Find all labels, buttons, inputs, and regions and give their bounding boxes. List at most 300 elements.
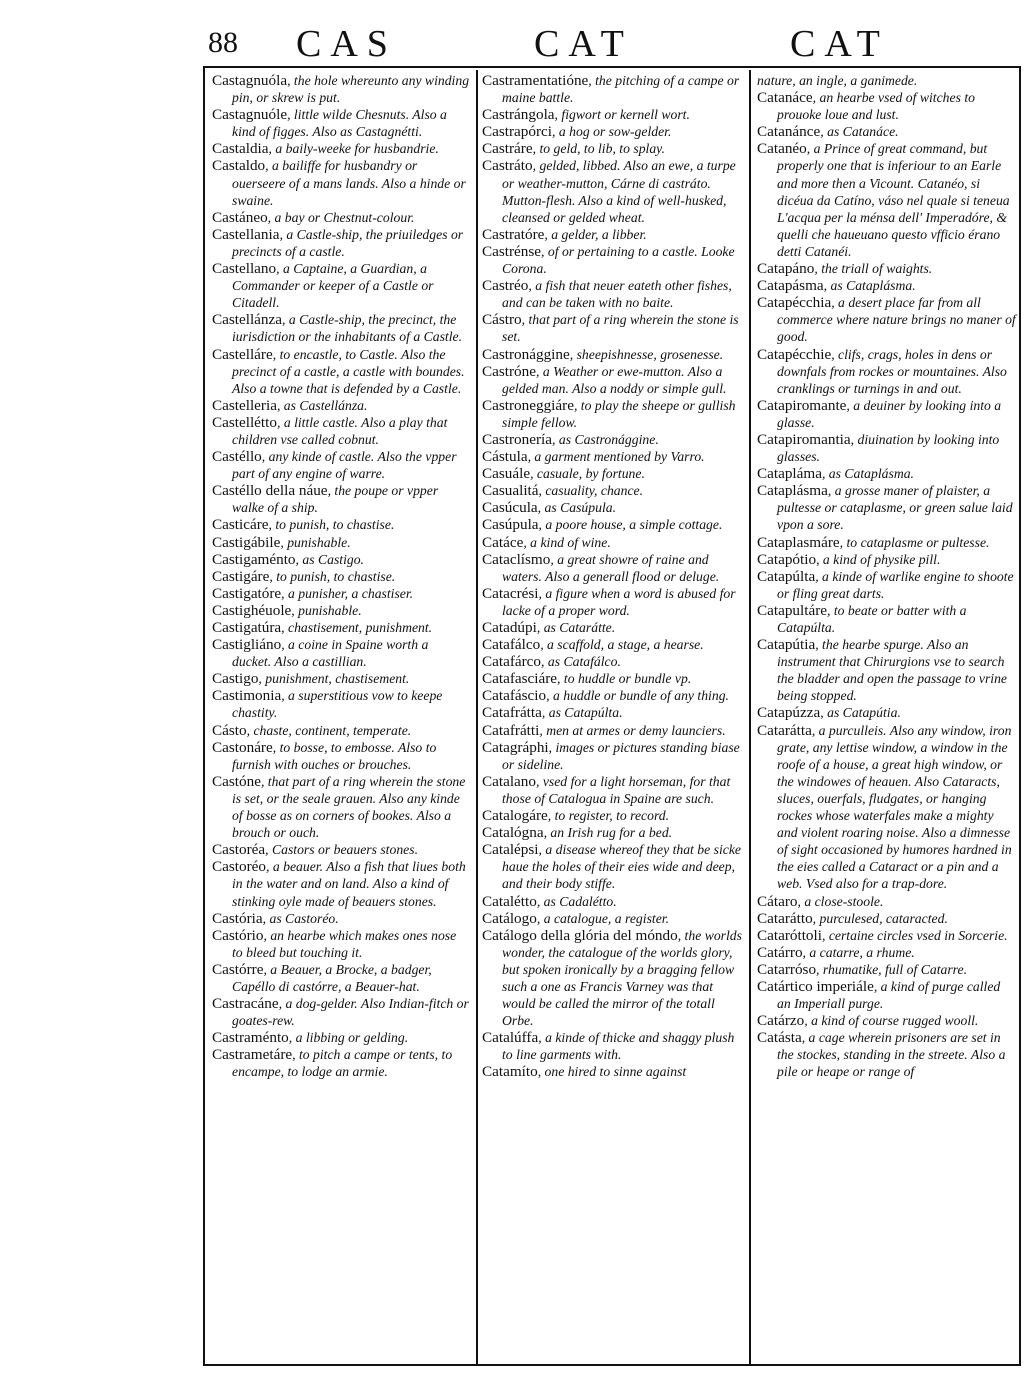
entry-headword: Catálogo della glória del móndo	[482, 926, 678, 944]
entry-definition: , a garment mentioned by Varro.	[527, 449, 705, 465]
entry-definition: , the worlds wonder, the catalogue of the worlds glory, but spoken ironically by a bragging fellow such a one as Francis Varney was that would be called the mirror of the totall Orbe.	[502, 927, 742, 1029]
entry-headword: Catapásma	[757, 277, 824, 295]
entry-headword: Castronággine	[482, 345, 570, 363]
entry-definition: , a baily-weeke for husbandrie.	[268, 141, 439, 157]
dictionary-entry	[212, 961, 470, 995]
entry-definition: , a Prince of great command, but properly one that is inferiour to an Earle and more then a Vicount. Catanéo, si dicéua da Catíno, váso nel quale si teneua L'acqua per la ménsa dell' Imperadóre, & quelli che haueuano questo vfficio érano detti Catanéi.	[777, 141, 1010, 259]
entry-headword: Castaldia	[212, 140, 269, 158]
entry-definition: , one hired to sinne against	[537, 1064, 687, 1080]
entry-definition: , any kinde of castle. Also the vpper part of any engine of warre.	[232, 449, 457, 482]
entry-headword: Cataráttо	[757, 909, 813, 927]
entry-definition: , a little castle. Also a play that children vse called cobnut.	[232, 414, 448, 447]
dictionary-entry	[482, 619, 744, 636]
entry-headword: Catapiromante	[757, 396, 847, 414]
entry-headword: Castellania	[212, 225, 280, 243]
dictionary-entry	[212, 414, 470, 448]
entry-headword: Catanéo	[757, 140, 807, 158]
entry-definition: , as Castigo.	[295, 551, 364, 567]
dictionary-entry	[212, 157, 470, 208]
entry-definition: , little wilde Chesnuts. Also a kind of figges. Also as Castagnétti.	[232, 107, 447, 140]
entry-headword: Castráre	[482, 140, 533, 158]
entry-definition: , to bosse, to embosse. Also to furnish with ouches or brouches.	[232, 739, 437, 772]
dictionary-entry	[212, 670, 470, 687]
entry-headword: Castraménto	[212, 1029, 289, 1047]
dictionary-entry	[482, 346, 744, 363]
dictionary-entry	[757, 431, 1017, 465]
dictionary-entry	[757, 978, 1017, 1012]
entry-definition: nature, an ingle, a ganimede.	[757, 73, 918, 88]
entry-definition: , a beauer. Also a fish that liues both in the water and on land. Also a kind of stinking oyle made of beauers stones.	[232, 859, 466, 909]
entry-headword: Casúcula	[482, 499, 538, 517]
dictionary-entry	[757, 72, 1017, 89]
entry-headword: Catálogo	[482, 909, 537, 927]
dictionary-entry	[212, 1029, 470, 1046]
dictionary-entry	[212, 568, 470, 585]
dictionary-entry	[757, 123, 1017, 140]
dictionary-entry	[482, 226, 744, 243]
dictionary-entry	[482, 123, 744, 140]
entry-headword: Catafrátti	[482, 721, 540, 739]
dictionary-entry	[212, 482, 470, 516]
entry-headword: Castréo	[482, 277, 529, 295]
entry-headword: Catanánce	[757, 123, 821, 141]
entry-headword: Castória	[212, 909, 263, 927]
entry-headword: Castigábile	[212, 533, 281, 551]
entry-headword: Catalogáre	[482, 807, 548, 825]
dictionary-entry	[757, 944, 1017, 961]
entry-headword: Cataplásma	[757, 482, 828, 500]
entry-definition: , a kind of wine.	[523, 534, 611, 550]
entry-definition: , rhumatike, full of Catarre.	[816, 961, 967, 977]
entry-headword: Catanáce	[757, 89, 813, 107]
dictionary-entry	[482, 277, 744, 311]
entry-headword: Castramentatióne	[482, 72, 589, 89]
right-rule	[1019, 66, 1021, 1366]
entry-headword: Castoréa	[212, 841, 266, 859]
dictionary-entry	[757, 636, 1017, 704]
entry-definition: , a great showre of raine and waters. Also a generall flood or deluge.	[502, 551, 720, 584]
entry-headword: Cátaro	[757, 892, 798, 910]
dictionary-entry	[757, 140, 1017, 260]
entry-definition: , casuale, by fortune.	[530, 466, 645, 482]
dictionary-entry	[757, 602, 1017, 636]
entry-definition: , a scaffold, a stage, a hearse.	[540, 637, 704, 653]
entry-definition: , a cage wherein prisoners are set in the stockes, standing in the streete. Also a pile or heape or range of	[777, 1030, 1006, 1080]
entry-headword: Catagráphi	[482, 738, 549, 756]
entry-headword: Castronería	[482, 430, 553, 448]
entry-definition: , as Cataráttе.	[536, 620, 616, 635]
entry-headword: Catáce	[482, 533, 524, 551]
entry-definition: , as Castronággine.	[552, 431, 659, 447]
dictionary-entry	[212, 619, 470, 636]
entry-headword: Casúpula	[482, 516, 539, 534]
entry-definition: , as Cataplásma.	[823, 278, 916, 294]
entry-definition: , to beate or batter with a Catapúlta.	[777, 602, 967, 635]
entry-definition: , as Catapúlta.	[541, 705, 623, 721]
entry-headword: Cataráttа	[757, 721, 812, 739]
entry-definition: , a Castle-ship, the priuiledges or precincts of a castle.	[232, 226, 464, 259]
entry-definition: , a huddle or bundle of any thing.	[546, 688, 729, 704]
entry-definition: , a bailiffe for husbandry or ouerseere of a mans lands. Also a hinde or swaine.	[232, 158, 466, 208]
entry-headword: Catafárco	[482, 653, 542, 671]
dictionary-entry	[212, 346, 470, 397]
entry-headword: Cataróttoli	[757, 926, 822, 944]
entry-definition: , a kinde of thicke and shaggy plush to line garments with.	[502, 1030, 735, 1063]
entry-headword: Cataclísmo	[482, 550, 551, 568]
entry-definition: , that part of a ring wherein the stone is set, or the seale grauen. Also any kinde of bosse as on corners of bookes. Also a brouch or ouch.	[232, 773, 466, 841]
dictionary-entry	[212, 1046, 470, 1080]
dictionary-entry	[482, 1029, 744, 1063]
guide-word-middle: CAT	[534, 23, 633, 65]
entry-definition: , the pitching of a campe or maine battle.	[502, 73, 740, 106]
entry-headword: Castigáre	[212, 567, 270, 585]
dictionary-entry	[482, 363, 744, 397]
entry-headword: Castratóre	[482, 225, 545, 243]
entry-headword: Castróne	[482, 362, 536, 380]
entry-headword: Castoréo	[212, 858, 266, 876]
dictionary-entry	[482, 670, 744, 687]
entry-headword: Catártico imperiále	[757, 977, 874, 995]
entry-definition: , a close-stoole.	[797, 893, 884, 909]
entry-headword: Castáneo	[212, 208, 268, 226]
entry-definition: , sheepishnesse, grosenesse.	[569, 346, 724, 362]
dictionary-entry	[757, 927, 1017, 944]
entry-headword: Catafáscio	[482, 687, 547, 705]
dictionary-entry	[212, 773, 470, 841]
entry-headword: Castigatúra	[212, 619, 282, 636]
entry-definition: , to cataplasme or pultesse.	[839, 534, 990, 550]
entry-headword: Catapláma	[757, 465, 822, 483]
entry-headword: Castagnuóle	[212, 106, 288, 124]
dictionary-entry	[482, 927, 744, 1030]
entry-definition: , casuality, chance.	[538, 483, 644, 499]
entry-definition: , to punish, to chastise.	[268, 517, 395, 533]
dictionary-entry	[212, 636, 470, 670]
entry-definition: , a kinde of warlike engine to shoote or fling great darts.	[777, 568, 1014, 601]
dictionary-entry	[757, 568, 1017, 602]
dictionary-entry	[482, 910, 744, 927]
entry-definition: , a punisher, a chastiser.	[281, 585, 414, 601]
dictionary-entry	[757, 893, 1017, 910]
entry-headword: Castaldo	[212, 157, 266, 175]
entry-headword: Castório	[212, 926, 264, 944]
entry-headword: Castighéuole	[212, 601, 292, 619]
entry-definition: , a Weather or ewe-mutton. Also a gelded man. Also a noddy or simple gull.	[502, 363, 727, 396]
entry-headword: Catárro	[757, 943, 803, 961]
entry-definition: , clifs, crags, holes in dens or downfals from rockes or mountaines. Also cranklings or turnings in and out.	[777, 346, 1007, 396]
column-rule-2	[749, 70, 751, 1364]
dictionary-entry	[482, 465, 744, 482]
dictionary-entry	[482, 482, 744, 499]
column-1	[212, 72, 470, 1081]
dictionary-entry	[482, 106, 744, 123]
entry-definition: , punishable.	[291, 602, 362, 618]
entry-definition: , to pitch a campe or tents, to encampe, to lodge an armie.	[232, 1047, 453, 1080]
dictionary-entry	[482, 72, 744, 106]
entry-headword: Catalano	[482, 772, 536, 790]
dictionary-entry	[757, 294, 1017, 345]
entry-definition: , a Captaine, a Guardian, a Commander or keeper of a Castle or Citadell.	[232, 261, 434, 311]
dictionary-entry	[482, 397, 744, 431]
dictionary-entry	[212, 910, 470, 927]
dictionary-entry	[482, 157, 744, 225]
entry-headword: Cataplasmáre	[757, 533, 840, 551]
entry-headword: Castonáre	[212, 738, 273, 756]
entry-headword: Catapiromantia	[757, 430, 851, 448]
dictionary-entry	[482, 893, 744, 910]
entry-headword: Catapúzza	[757, 704, 821, 722]
entry-definition: , as Catapútia.	[820, 705, 901, 721]
entry-definition: , as Castoréo.	[262, 910, 339, 926]
entry-definition: , a hog or sow-gelder.	[552, 124, 672, 140]
dictionary-entry	[757, 534, 1017, 551]
entry-definition: , figwort or kernell wort.	[554, 107, 690, 123]
entry-headword: Catafasciáre	[482, 670, 558, 688]
dictionary-entry	[757, 346, 1017, 397]
entry-definition: , certaine circles vsed in Sorcerie.	[821, 927, 1008, 943]
column-rule-1	[476, 70, 478, 1364]
entry-definition: , men at armes or demy launciers.	[539, 722, 726, 738]
entry-headword: Cásto	[212, 721, 247, 739]
entry-definition: , as Castellánza.	[276, 397, 368, 413]
entry-headword: Catamíto	[482, 1063, 538, 1081]
entry-headword: Castéllo	[212, 448, 262, 466]
entry-definition: , punishable.	[280, 534, 351, 550]
dictionary-entry	[757, 961, 1017, 978]
dictionary-entry	[482, 448, 744, 465]
entry-headword: Catapultáre	[757, 601, 827, 619]
entry-definition: , a bay or Chestnut-colour.	[267, 209, 415, 225]
dictionary-entry	[212, 739, 470, 773]
dictionary-entry	[212, 448, 470, 482]
entry-definition: , punishment, chastisement.	[258, 671, 410, 687]
dictionary-entry	[757, 89, 1017, 123]
dictionary-entry	[482, 722, 744, 739]
entry-definition: , a kind of purge called an Imperiall purge.	[777, 978, 1001, 1012]
dictionary-entry	[212, 260, 470, 311]
dictionary-entry	[482, 499, 744, 516]
entry-headword: Castórre	[212, 960, 264, 978]
dictionary-entry	[212, 722, 470, 739]
entry-definition: , a kind of physike pill.	[816, 551, 941, 567]
column-3	[757, 72, 1017, 1081]
dictionary-entry	[482, 739, 744, 773]
dictionary-entry	[212, 858, 470, 909]
entry-definition: , vsed for a light horseman, for that those of Catalogua in Spaine are such.	[502, 773, 731, 806]
entry-headword: Catapécchie	[757, 345, 832, 363]
entry-definition: , to geld, to lib, to splay.	[532, 141, 665, 157]
entry-definition: , a fish that neuer eateth other fishes, and can be taken with no baite.	[502, 278, 732, 311]
dictionary-entry	[212, 209, 470, 226]
dictionary-entry	[482, 807, 744, 824]
column-2	[482, 72, 744, 1081]
entry-definition: , a Beauer, a Brocke, a badger, Capéllo di castórre, a Beauer-hat.	[232, 961, 432, 994]
entry-headword: Catalúffa	[482, 1029, 539, 1047]
entry-headword: Catapótio	[757, 550, 817, 568]
entry-headword: Casuále	[482, 465, 531, 483]
header-rule	[203, 66, 1021, 68]
entry-definition: , a disease whereof they that be sicke haue the holes of their eies wide and deep, and their body stiffe.	[502, 842, 741, 892]
entry-definition: , chaste, continent, temperate.	[246, 722, 412, 738]
entry-headword: Castagnuóla	[212, 72, 288, 89]
entry-headword: Catárzo	[757, 1012, 805, 1030]
entry-headword: Castellétto	[212, 413, 277, 431]
entry-definition: , chastisement, punishment.	[281, 620, 433, 635]
entry-definition: , a dog-gelder. Also Indian-fitch or goates-rew.	[232, 996, 469, 1029]
entry-definition: , as Casúpula.	[537, 500, 617, 516]
entry-definition: , a libbing or gelding.	[288, 1030, 409, 1046]
dictionary-entry	[482, 704, 744, 721]
dictionary-entry	[482, 773, 744, 807]
entry-definition: , as Catanáce.	[820, 124, 899, 140]
entry-headword: Castrapórci	[482, 123, 553, 141]
entry-headword: Castigliáno	[212, 636, 282, 654]
dictionary-entry	[212, 106, 470, 140]
entry-definition: , Castors or beauers stones.	[265, 842, 418, 858]
entry-headword: Catásta	[757, 1029, 802, 1047]
guide-word-right: CAT	[790, 23, 889, 65]
entry-headword: Castimonia	[212, 687, 282, 705]
entry-definition: , a superstitious vow to keepe chastity.	[232, 688, 443, 721]
entry-definition: , gelded, libbed. Also an ewe, a turpe or weather-mutton, Cárne di castráto. Mutton-flesh. Also a kind of well-husked, cleansed or gelded wheat.	[502, 158, 736, 225]
entry-headword: Casualitá	[482, 482, 539, 500]
entry-definition: , purculesed, cataracted.	[812, 910, 948, 926]
bottom-rule	[203, 1364, 1021, 1366]
entry-definition: , that part of a ring wherein the stone is set.	[502, 312, 739, 345]
entry-headword: Castrametáre	[212, 1046, 293, 1064]
dictionary-entry	[212, 687, 470, 721]
entry-definition: , the poupe or vpper walke of a ship.	[232, 483, 439, 516]
dictionary-entry	[212, 72, 470, 106]
entry-headword: Castelláre	[212, 345, 273, 363]
entry-definition: , to encastle, to Castle. Also the precinct of a castle, a castle with boundes. Also a towne that is defended by a Castle.	[232, 346, 465, 396]
entry-headword: Catafálco	[482, 636, 541, 654]
dictionary-entry	[482, 311, 744, 345]
entry-headword: Catapúlta	[757, 567, 816, 585]
entry-headword: Castrénse	[482, 242, 542, 260]
left-rule	[203, 66, 205, 1366]
entry-definition: , the triall of waights.	[814, 261, 933, 277]
dictionary-entry	[212, 995, 470, 1029]
entry-headword: Catalépsi	[482, 841, 539, 859]
entry-headword: Catalétto	[482, 892, 537, 910]
dictionary-entry	[482, 687, 744, 704]
entry-definition: , the hole whereunto any winding pin, or skrew is put.	[232, 73, 470, 106]
dictionary-entry	[482, 841, 744, 892]
entry-definition: , to punish, to chastise.	[269, 568, 396, 584]
dictionary-entry	[482, 551, 744, 585]
entry-headword: Cástro	[482, 311, 522, 329]
entry-headword: Catarróso	[757, 960, 817, 978]
entry-definition: , an hearbe which makes ones nose to bleed but touching it.	[232, 927, 457, 960]
entry-headword: Castellánza	[212, 311, 282, 329]
entry-definition: , a desert place far from all commerce where nature brings no maner of good.	[777, 295, 1016, 345]
dictionary-entry	[757, 1012, 1017, 1029]
dictionary-entry	[212, 140, 470, 157]
dictionary-entry	[482, 585, 744, 619]
entry-definition: , a coine in Spaine worth a ducket. Also a castillian.	[232, 637, 429, 670]
entry-definition: , as Cataplásma.	[821, 466, 914, 482]
entry-headword: Castigaménto	[212, 550, 296, 568]
entry-definition: , a poore house, a simple cottage.	[538, 517, 723, 533]
entry-definition: , a purcullеis. Also any window, iron grate, any lettise window, a window in the roofe of a house, a great high window, or the windowes of heauen. Also Cataracts, sluces, ouerfals, fludgates, or hanging rockes whose waterfales make a mighty and violent roaring noise. Also a dimnesse of sight occasioned by humores hardned in the eies called a Cataract or a pin and a web. Vsed also for a trap-dore.	[777, 722, 1012, 892]
guide-word-left: CAS	[296, 23, 397, 65]
entry-definition: , to huddle or bundle vp.	[557, 671, 692, 687]
dictionary-entry	[212, 585, 470, 602]
dictionary-entry	[757, 551, 1017, 568]
dictionary-entry	[757, 277, 1017, 294]
entry-headword: Castráto	[482, 157, 533, 175]
entry-definition: , an Irish rug for a bed.	[543, 825, 673, 841]
dictionary-entry	[757, 482, 1017, 533]
dictionary-entry	[212, 534, 470, 551]
entry-headword: Castéllo della náue	[212, 482, 328, 500]
dictionary-entry	[482, 140, 744, 157]
dictionary-entry	[482, 516, 744, 533]
dictionary-entry	[757, 722, 1017, 893]
dictionary-entry	[212, 516, 470, 533]
entry-headword: Catafrátta	[482, 704, 542, 722]
entry-headword: Castigatóre	[212, 584, 282, 602]
dictionary-entry	[757, 704, 1017, 721]
entry-headword: Castellano	[212, 260, 277, 278]
dictionary-entry	[212, 602, 470, 619]
entry-headword: Catadúpi	[482, 619, 537, 636]
entry-definition: , a deuiner by looking into a glasse.	[777, 397, 1002, 430]
entry-definition: , an hearbe vsed of witches to prouoke loue and lust.	[777, 90, 975, 123]
entry-definition: , the hearbe spurge. Also an instrument that Chirurgions vse to search the bladder and open the passage to vrine being stopped.	[777, 637, 1007, 704]
entry-definition: , a kind of course rugged wooll.	[804, 1013, 979, 1029]
entry-definition: , a Castle-ship, the precinct, the iurisdiction or the inhabitants of a Castle.	[232, 312, 463, 345]
entry-definition: , a catarre, a rhume.	[802, 944, 915, 960]
dictionary-entry	[757, 1029, 1017, 1080]
dictionary-entry	[212, 551, 470, 568]
dictionary-entry	[757, 260, 1017, 277]
entry-definition: , as Cadalétto.	[536, 893, 617, 909]
dictionary-entry	[757, 465, 1017, 482]
entry-definition: , diuination by looking into glasses.	[777, 431, 1000, 465]
entry-definition: , images or pictures standing biase or sideline.	[502, 739, 740, 772]
page-number: 88	[208, 26, 238, 59]
entry-headword: Castigo	[212, 670, 259, 688]
entry-definition: , to play the sheepe or gullish simple fellow.	[502, 397, 736, 430]
entry-definition: , a grosse maner of plaister, a pultesse or cataplasme, or green salue laid vpon a sore.	[777, 483, 1013, 533]
dictionary-entry	[212, 397, 470, 414]
entry-headword: Catapécchia	[757, 294, 832, 312]
entry-definition: , of or pertaining to a castle. Looke Corona.	[502, 243, 735, 277]
dictionary-entry	[482, 636, 744, 653]
entry-definition: , a catalogue, a register.	[536, 910, 670, 926]
dictionary-entry	[212, 226, 470, 260]
dictionary-entry	[757, 397, 1017, 431]
entry-headword: Catapáno	[757, 260, 815, 278]
running-header	[204, 18, 1019, 64]
dictionary-entry	[482, 1063, 744, 1080]
entry-headword: Catapútia	[757, 636, 816, 654]
dictionary-entry	[757, 910, 1017, 927]
dictionary-entry	[212, 311, 470, 345]
entry-headword: Catalógna	[482, 824, 544, 842]
entry-headword: Casticáre	[212, 516, 269, 534]
entry-definition: , as Catafálco.	[541, 654, 621, 670]
entry-definition: , a figure when a word is abused for lacke of a proper word.	[502, 585, 736, 618]
entry-headword: Catacrési	[482, 584, 539, 602]
entry-headword: Castóne	[212, 772, 261, 790]
dictionary-entry	[482, 534, 744, 551]
dictionary-entry	[212, 927, 470, 961]
dictionary-entry	[482, 431, 744, 448]
dictionary-entry	[482, 243, 744, 277]
